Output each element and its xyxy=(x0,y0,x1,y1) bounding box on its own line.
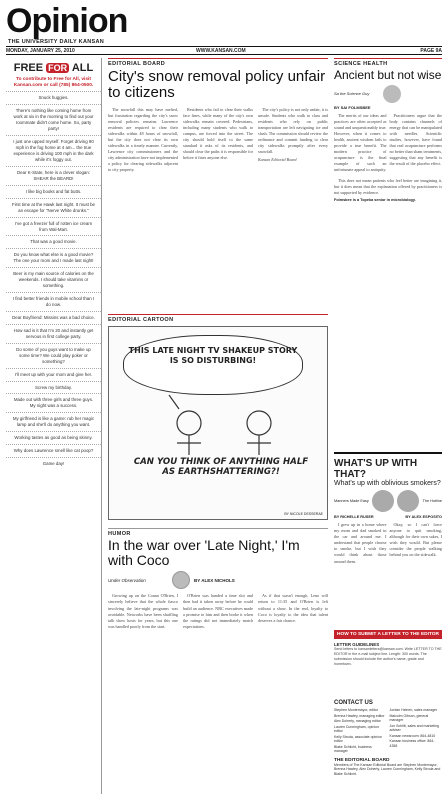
science-kicker: SCIENCE HEALTH xyxy=(334,58,442,67)
issue-date: MONDAY, JANUARY 25, 2010 xyxy=(6,48,75,54)
wuwt-left-byline: BY RICHELLE RUSER xyxy=(334,515,374,519)
humor-column-label: Under Observation xyxy=(108,577,146,583)
contact-entry: Brenna Hawley, managing editor xyxy=(334,713,385,718)
masthead xyxy=(6,4,442,48)
ffa-item: I find better friends in mobile school than I do now. xyxy=(6,292,101,311)
editorial-col-1: The snowfall this may have melted, but frustration regarding the city's snow removal policies remains. Lawrence residents are required to clear their sidewalks within 48 hours of snowfall, but the city does not clear its own sidewalks in a timely manner. Currently, Lawrence city commissioners and the city administration have not implemented a policy for clearing sidewalks adjacent to city property. xyxy=(108,106,178,173)
ffa-heading-all: ALL xyxy=(71,62,94,74)
contact-box xyxy=(334,700,442,794)
ffa-heading-free: FREE xyxy=(13,62,44,74)
author-avatar xyxy=(372,490,394,512)
cartoon-frame xyxy=(108,326,328,520)
website-link[interactable]: WWW.KANSAN.COM xyxy=(196,48,246,54)
science-footer: Folmsbee is a Topeka senior in microbiology. xyxy=(334,197,416,202)
humor-kicker: HUMOR xyxy=(108,531,131,537)
ffa-item: Beer is my main source of calories on the weekends. I should take vitamins or something. xyxy=(6,267,101,292)
letter-desc: Send letters to kansanletters@kansan.com. Write LETTER TO THE EDITOR in the e-mail subject line. Length: 300 words. The submission should include the author's name, grade and hometown. xyxy=(334,647,442,666)
contact-entry: Stephen Montemayor, editor xyxy=(334,708,378,712)
editorial-col-3: The city's policy is not only unfair, it is unsafe. Students who walk to class and residents who rely on public transportation are left navigating ice and slush. The commission should review the ordinance and commit funding to clear city sidewalks promptly after every snowfall. Kansan Editorial Board xyxy=(258,106,328,163)
contact-entry: Kansan business office: 864-4358 xyxy=(389,739,435,748)
date-bar xyxy=(6,46,442,55)
ffa-item: Snuck huggies. xyxy=(6,91,101,104)
wuwt-title: WHAT'S UP WITH THAT? xyxy=(334,458,418,480)
wuwt-left-label: Manners Made Easy xyxy=(334,499,369,503)
editorial-section xyxy=(108,58,328,308)
contact-entry: Jordan Heinen, sales manager xyxy=(389,708,438,712)
editorial-headline: City's snow removal policy unfair to citizens xyxy=(108,68,326,101)
ffa-item: Dear Boyfriend: Missins was a bad choice. xyxy=(6,311,101,324)
science-col-2: Practitioners argue that the body contains channels of energy that can be manipulated with needles. Scientific studies, however, have found that real acupuncture performs no better than sham treatments, suggesting that any benefit is the result of the placebo effect. xyxy=(389,112,442,167)
science-col-3: This does not mean patients who feel better are imagining it, but it does mean that the explanation offered by practitioners is not supported by evidence. xyxy=(334,177,442,195)
free-for-all-heading xyxy=(6,62,101,74)
ffa-item: Dear K-State, here is a clever slogan: SHEAR the BEARD! xyxy=(6,166,101,185)
section-title: Opinion xyxy=(6,2,128,40)
humor-col-3: As if that wasn't enough, Leno will return to 11:35 and O'Brien is left without a show. In the end, loyalty to Coco is loyalty to the idea that talent deserves a fair chance. xyxy=(258,593,328,623)
editorial-board-text: Members of The Kansan Editorial Board are Stephen Montemayor, Brenna Hawley, Alex Doherty, Lauren Cunningham, Kelly Stroda and Blake Schlicht. xyxy=(334,762,441,777)
ffa-item: Game day! xyxy=(6,457,101,470)
ffa-list xyxy=(6,91,101,470)
science-section xyxy=(334,58,442,448)
science-byline: BY SAI FOLMSBEE xyxy=(334,104,371,110)
author-avatar xyxy=(172,571,190,589)
ffa-intro: To contribute to Free for All, visit Kansan.com or call (785) 864-0500. xyxy=(13,77,94,89)
ffa-item: I just one upped myself. Forget driving 90 mph in the fog home at 4 am... the true experience is driving 100 mph in the dark while it's foggy out. xyxy=(6,135,101,166)
letter-title: LETTER GUIDELINES xyxy=(334,642,380,647)
wuwt-col-2: Okay, so I can't force anyone to quit smoking, although for their own sakes, I wish they would. But please consider the people walking behind you on the sidewalk. xyxy=(389,522,442,558)
author-avatar xyxy=(383,85,401,103)
science-headline: Ancient but not wise xyxy=(334,68,442,82)
page-number: PAGE 9A xyxy=(420,48,442,54)
contact-heading: CONTACT US xyxy=(334,700,373,706)
ffa-item: Working tastes as good as being skinny. xyxy=(6,431,101,444)
wuwt-col-1: I grew up in a home where my mom and dad smoked in the car and around me. I understand that people choose to smoke, but I wish they would think about those around them. xyxy=(334,522,387,564)
humor-col-2: O'Brien was handed a time slot and then had it taken away before he could build an audience. NBC executives made a promise to him and then broke it when the ratings did not immediately match expectations. xyxy=(183,593,253,629)
contact-right-list xyxy=(390,708,443,755)
ffa-item: Do some of you guys want to make up some time? We could play poker or something? xyxy=(6,343,101,368)
cartoon-speech-bubble: THIS LATE NIGHT TV SHAKEUP STORY IS SO DISTURBING! xyxy=(123,335,303,395)
cartoon-caption: CAN YOU THINK OF ANYTHING HALF AS EARTHSHATTERING?! xyxy=(133,457,309,478)
ffa-item: Do you know what else is a good movie? The one your mom and I made last night! xyxy=(6,248,101,267)
wuwt-right-byline: BY ALEX ESPOSITO xyxy=(405,515,442,519)
cartoon-credit: BY NICOLE DESSERAE xyxy=(284,512,323,516)
science-col-1: The merits of our ideas and practices are often accepted as sound and unquestionably true. However, when it comes to health, ancient wisdom fails to provide a true benefit. The modern practice of acupuncture is the final example of such an unfortunate appeal to antiquity. xyxy=(334,112,387,173)
humor-section xyxy=(108,528,328,794)
cartoon-figure-icon xyxy=(109,327,329,521)
contact-entry: Blake Schlicht, business manager xyxy=(334,744,372,754)
contact-entry: Kelly Stroda, associate opinion editor xyxy=(334,734,382,744)
ffa-item: First time at the Hawk last night. It must be an escape for "Nerve White drunks." xyxy=(6,198,101,217)
humor-col-1: Growing up on the Conan O'Brien, I sincerely believe that the whole fiasco involving the late-night programs was avoidable. Networks have been shuffling talk show hosts for years, but this one was handled poorly from the start. xyxy=(108,593,178,629)
ffa-heading-for: FOR xyxy=(48,63,68,73)
editorial-signature: Kansan Editorial Board xyxy=(258,157,297,163)
ffa-item: Made out with three girls and three guys. My night was a success. xyxy=(6,393,101,412)
contact-entry: Jon Schlitt, sales and marketing adviser xyxy=(389,723,439,733)
cartoon-kicker: EDITORIAL CARTOON xyxy=(108,314,328,323)
ffa-item: Why does Lawrence smell like cat poop? xyxy=(6,444,101,457)
humor-byline: BY ALEX NICHOLS xyxy=(194,577,235,583)
contact-entry: Kansan newsroom: 864-4810 xyxy=(389,733,436,738)
contact-entry: Alex Doherty, managing editor xyxy=(334,719,381,724)
editorial-col-2: Residents who fail to clear their walks face fines, while many of the city's own sidewalks remain covered. Pedestrians, including many students who walk to campus, are forced into the street. The city should hold itself to the same standard it asks of its residents, and should clear the paths it is responsible for before it fines anyone else. xyxy=(183,106,253,161)
contact-entry: Lauren Cunningham, opinion editor xyxy=(334,724,379,734)
author-avatar xyxy=(397,490,419,512)
ffa-item: There's nothing like coming home from work at six in the morning to find out your roommate didn't come home. So, party party! xyxy=(6,104,101,135)
contact-left-list xyxy=(334,708,387,755)
ffa-item: That was a good movie. xyxy=(6,235,101,248)
ffa-item: I've got a freezer full of rotten ice cream from Wal-Mart. xyxy=(6,217,101,236)
free-for-all-column xyxy=(6,58,102,794)
wuwt-right-label: The Hotline xyxy=(422,499,442,503)
editorial-kicker: EDITORIAL BOARD xyxy=(108,58,328,67)
wuwt-subtitle: What's up with oblivious smokers? xyxy=(334,480,441,487)
letter-submit-box xyxy=(334,630,442,700)
editorial-board-title: THE EDITORIAL BOARD xyxy=(334,757,390,763)
publication-name: THE UNIVERSITY DAILY KANSAN xyxy=(8,39,105,45)
ffa-item: My girlfriend is like a game: rub her magic lamp and she'll do anything you want. xyxy=(6,412,101,431)
ffa-item: I like big books and fat butts. xyxy=(6,185,101,198)
humor-headline: In the war over 'Late Night,' I'm with Coco xyxy=(108,537,300,568)
science-column-label: Sa the Science Guy xyxy=(334,91,370,97)
ffa-item: Screw my birthday. xyxy=(6,381,101,394)
letter-bar[interactable]: HOW TO SUBMIT A LETTER TO THE EDITOR xyxy=(334,630,442,639)
ffa-item: How sad is it that I'm 20 and instantly get nervous in first college party. xyxy=(6,324,101,343)
editorial-cartoon xyxy=(108,314,328,520)
whats-up-section xyxy=(334,452,442,572)
contact-entry: Malcolm Gibson, general manager xyxy=(389,713,429,723)
ffa-item: I'll meet up with your mom and give her. xyxy=(6,368,101,381)
